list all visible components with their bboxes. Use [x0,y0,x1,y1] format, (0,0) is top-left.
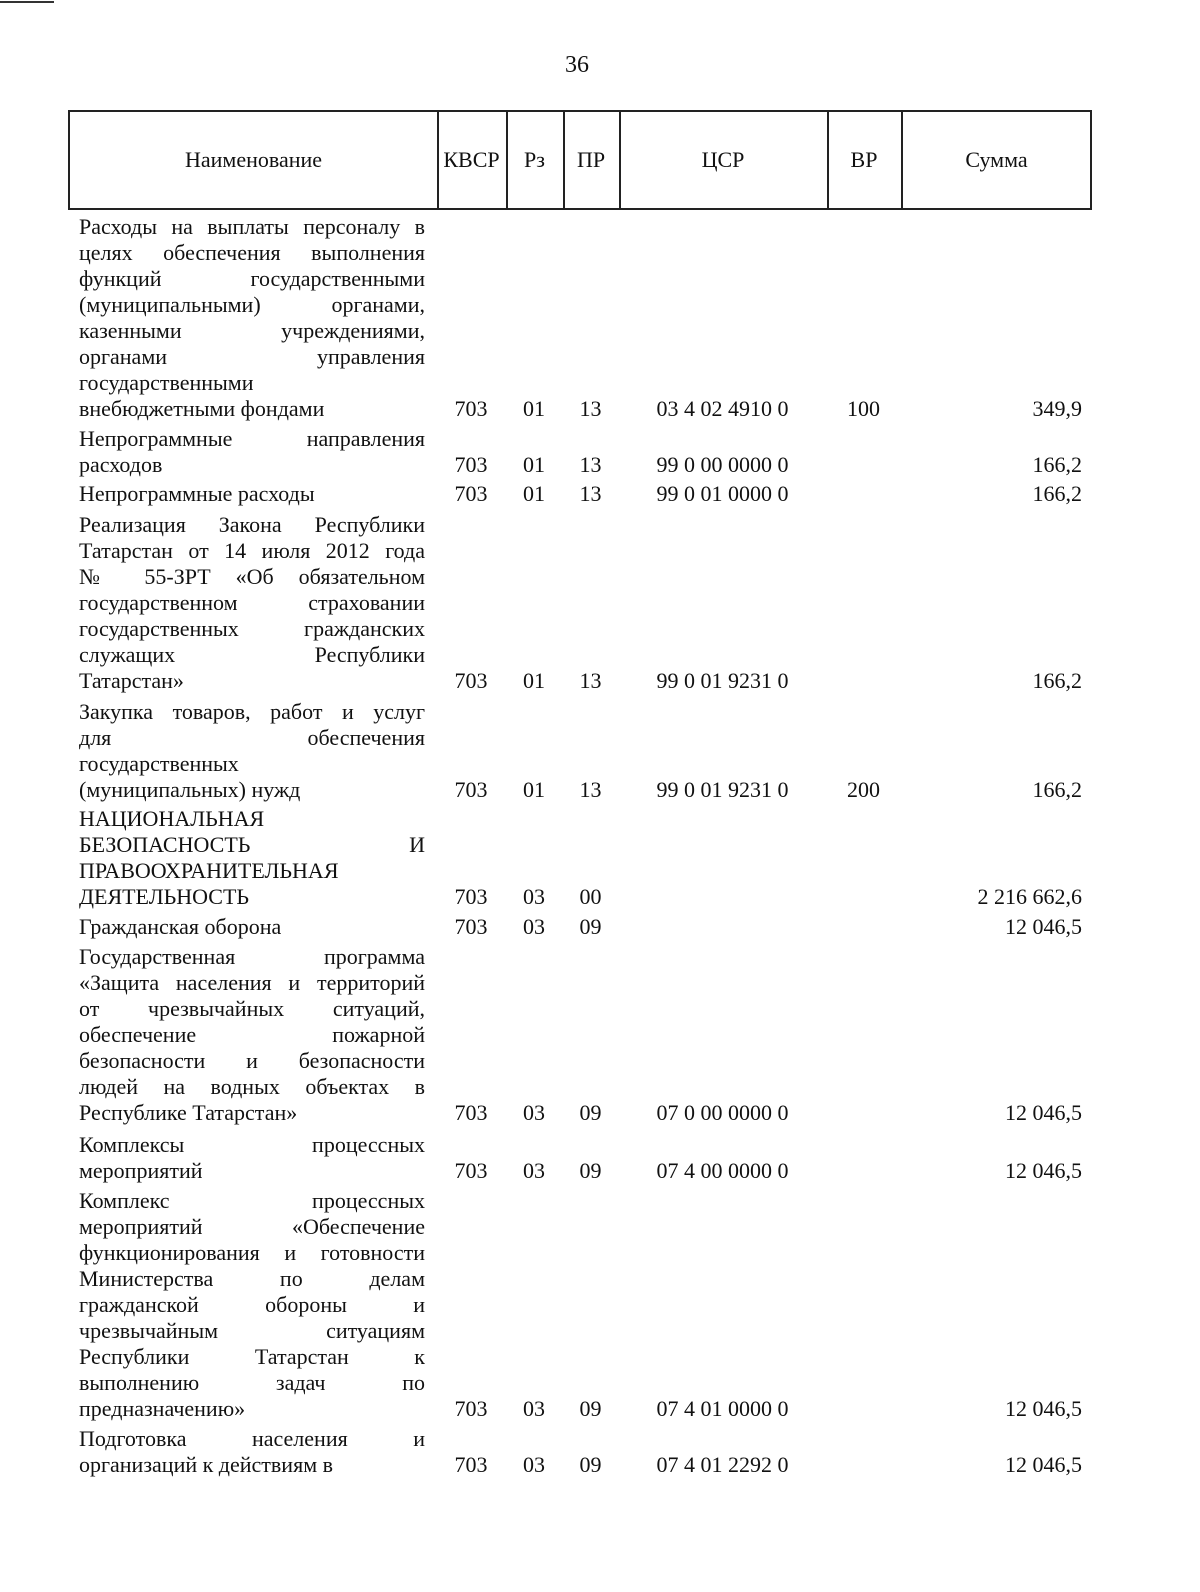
pr-cell: 00 [579,884,602,909]
row-name-line: государственными [79,370,254,395]
row-name-line: Татарстан от 14 июля 2012 года [79,538,425,563]
sum-cell: 166,2 [1032,452,1082,477]
row-name-line: Гражданская оборона [79,914,282,939]
row-name-line: № 55-ЗРТ «Об обязательном [79,564,425,589]
row-name-line: казенными учреждениями, [79,318,425,343]
table-row [0,914,1200,940]
pr-cell: 13 [579,396,602,421]
header-csr: ЦСР [701,147,745,172]
csr-cell: 99 0 01 9231 0 [656,668,789,693]
table-row [0,806,1200,910]
row-name-line: Комплекс процессных [79,1188,425,1213]
row-name-line: Республики Татарстан к [79,1344,425,1369]
rz-cell: 01 [523,481,545,506]
row-name-line: людей на водных объектах в [79,1074,425,1099]
rz-cell: 01 [523,668,545,693]
row-name-line: для обеспечения [79,725,425,750]
pr-cell: 13 [579,481,602,506]
pr-cell: 09 [579,1158,602,1183]
sum-cell: 12 046,5 [1005,1452,1082,1477]
row-name-line: безопасности и безопасности [79,1048,425,1073]
row-name-line: внебюджетными фондами [79,396,325,421]
kvsr-cell: 703 [454,884,488,909]
row-name-line: обеспечение пожарной [79,1022,425,1047]
row-name-line: функционирования и готовности [79,1240,425,1265]
row-name [79,944,425,1126]
row-name-line: органами управления [79,344,425,369]
kvsr-cell: 703 [454,914,488,939]
csr-cell: 99 0 01 9231 0 [656,777,789,802]
row-name-line: Реализация Закона Республики [79,512,425,537]
row-name-line: Расходы на выплаты персоналу в [79,214,425,239]
sum-cell: 166,2 [1032,777,1082,802]
row-name-line: Татарстан» [79,668,184,693]
sum-cell: 12 046,5 [1005,1396,1082,1421]
row-name-line: Непрограммные направления [79,426,425,451]
row-name-line: «Защита населения и территорий [79,970,425,995]
csr-cell: 07 4 01 0000 0 [656,1396,789,1421]
sum-cell: 12 046,5 [1005,1158,1082,1183]
pr-cell: 09 [579,1452,602,1477]
header-sum: Сумма [965,147,1028,172]
row-name-line: БЕЗОПАСНОСТЬ И [79,832,425,857]
row-name-line: Государственная программа [79,944,425,969]
table-row [0,1132,1200,1184]
scan-edge-mark [0,1,54,3]
row-name-line: мероприятий [79,1158,203,1183]
sum-cell: 166,2 [1032,668,1082,693]
vr-cell: 200 [847,777,880,802]
kvsr-cell: 703 [454,1452,488,1477]
page-number: 36 [565,52,589,78]
header-rz: Рз [524,147,545,172]
table-row [0,944,1200,1126]
sum-cell: 166,2 [1032,481,1082,506]
row-name-line: организаций к действиям в [79,1452,333,1477]
row-name-line: Комплексы процессных [79,1132,425,1157]
csr-cell: 99 0 00 0000 0 [656,452,789,477]
row-name [79,699,425,803]
kvsr-cell: 703 [454,777,488,802]
rz-cell: 03 [523,884,545,909]
header-pr: ПР [576,147,606,172]
rz-cell: 01 [523,396,545,421]
table-row [0,214,1200,422]
kvsr-cell: 703 [454,1396,488,1421]
row-name-line: Республике Татарстан» [79,1100,298,1125]
pr-cell: 09 [579,1396,602,1421]
header-kvsr: КВСР [443,147,500,172]
table-row [0,481,1200,507]
row-name-line: Закупка товаров, работ и услуг [79,699,425,724]
kvsr-cell: 703 [454,396,488,421]
pr-cell: 09 [579,914,602,939]
row-name-line: служащих Республики [79,642,425,667]
row-name-line: ПРАВООХРАНИТЕЛЬНАЯ [79,858,339,883]
row-name-line: функций государственными [79,266,425,291]
row-name [79,914,425,940]
pr-cell: 13 [579,452,602,477]
table-row [0,426,1200,478]
table-header [68,110,1092,210]
sum-cell: 349,9 [1032,396,1082,421]
pr-cell: 13 [579,777,602,802]
row-name-line: Подготовка населения и [79,1426,425,1451]
row-name-line: (муниципальных) нужд [79,777,301,802]
row-name-line: от чрезвычайных ситуаций, [79,996,425,1021]
table-row [0,699,1200,803]
rz-cell: 01 [523,777,545,802]
table-row [0,512,1200,694]
row-name-line: мероприятий «Обеспечение [79,1214,425,1239]
row-name-line: Непрограммные расходы [79,481,315,506]
kvsr-cell: 703 [454,481,488,506]
row-name-line: государственном страховании [79,590,425,615]
row-name [79,1132,425,1184]
pr-cell: 09 [579,1100,602,1125]
rz-cell: 03 [523,1396,545,1421]
csr-cell: 07 4 01 2292 0 [656,1452,789,1477]
csr-cell: 03 4 02 4910 0 [656,396,789,421]
header-vr: ВР [850,147,878,172]
header-name: Наименование [184,147,323,172]
row-name [79,481,425,507]
rz-cell: 01 [523,452,545,477]
row-name [79,214,425,422]
csr-cell: 99 0 01 0000 0 [656,481,789,506]
csr-cell: 07 0 00 0000 0 [656,1100,789,1125]
kvsr-cell: 703 [454,452,488,477]
row-name [79,806,425,910]
row-name-line: Министерства по делам [79,1266,425,1291]
pr-cell: 13 [579,668,602,693]
row-name-line: государственных гражданских [79,616,425,641]
kvsr-cell: 703 [454,1158,488,1183]
row-name-line: гражданской обороны и [79,1292,425,1317]
kvsr-cell: 703 [454,668,488,693]
rz-cell: 03 [523,914,545,939]
vr-cell: 100 [847,396,880,421]
kvsr-cell: 703 [454,1100,488,1125]
row-name-line: государственных [79,751,239,776]
sum-cell: 2 216 662,6 [977,884,1082,909]
row-name [79,1188,425,1422]
row-name [79,426,425,478]
row-name-line: (муниципальными) органами, [79,292,425,317]
row-name-line: чрезвычайным ситуациям [79,1318,425,1343]
sum-cell: 12 046,5 [1005,914,1082,939]
row-name [79,512,425,694]
rz-cell: 03 [523,1100,545,1125]
row-name-line: предназначению» [79,1396,246,1421]
rz-cell: 03 [523,1158,545,1183]
row-name [79,1426,425,1478]
row-name-line: целях обеспечения выполнения [79,240,425,265]
row-name-line: выполнению задач по [79,1370,425,1395]
table-row [0,1426,1200,1478]
table-row [0,1188,1200,1422]
csr-cell: 07 4 00 0000 0 [656,1158,789,1183]
row-name-line: расходов [79,452,163,477]
row-name-line: ДЕЯТЕЛЬНОСТЬ [79,884,250,909]
row-name-line: НАЦИОНАЛЬНАЯ [79,806,265,831]
sum-cell: 12 046,5 [1005,1100,1082,1125]
rz-cell: 03 [523,1452,545,1477]
